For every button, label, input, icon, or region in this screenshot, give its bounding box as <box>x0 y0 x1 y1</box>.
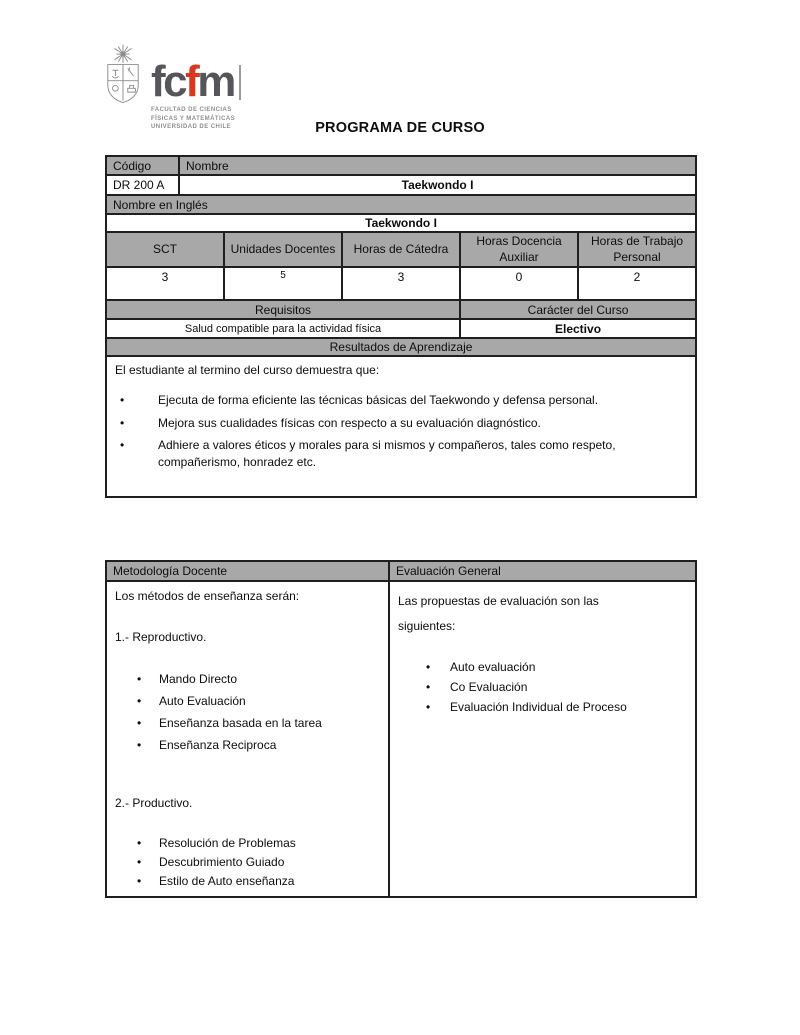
shield-icon <box>108 65 138 103</box>
horas-docencia-value-cell: 0 <box>460 267 578 300</box>
methodology-evaluation-table <box>105 560 697 898</box>
resultados-content-cell <box>106 356 696 497</box>
productivo-bullet-list <box>115 834 380 890</box>
bullet-text: • Estilo de Auto enseñanza <box>159 874 295 888</box>
table-row <box>106 156 696 175</box>
wordmark-fc: fc <box>151 57 186 106</box>
caption-line: FÍSICAS Y MATEMÁTICAS <box>151 115 236 122</box>
list-item <box>398 658 687 676</box>
caracter-header-cell: Carácter del Curso <box>460 300 696 319</box>
resultados-content-row <box>106 356 696 497</box>
logo-text-block <box>151 44 241 132</box>
reproductivo-bullet-list <box>115 670 380 754</box>
nombre-ingles-value-cell: Taekwondo I <box>106 214 696 232</box>
table-row <box>106 214 696 232</box>
evaluacion-header-cell: Evaluación General <box>389 561 696 581</box>
university-crest-icon <box>104 44 142 106</box>
fcfm-wordmark <box>151 57 241 106</box>
list-item <box>115 415 687 432</box>
wordmark-divider <box>239 65 241 100</box>
nombre-value-cell: Taekwondo I <box>179 175 696 195</box>
list-item <box>398 678 687 696</box>
list-item <box>115 437 687 472</box>
wordmark-m: m <box>197 57 234 106</box>
codigo-value-cell: DR 200 A <box>106 175 179 195</box>
unidades-docentes-header-cell: Unidades Docentes <box>224 232 342 267</box>
table-row <box>106 561 696 581</box>
table-row <box>106 319 696 338</box>
bullet-text: • Auto Evaluación <box>159 694 246 708</box>
evaluacion-content-cell <box>389 581 696 897</box>
bullet-text: • Co Evaluación <box>450 680 528 695</box>
list-item <box>115 692 380 710</box>
table-row <box>106 338 696 356</box>
bullet-text: • Enseñanza Reciproca <box>159 738 277 752</box>
bullet-text: • Evaluación Individual de Proceso <box>450 700 627 715</box>
bullet-text: • Enseñanza basada en la tarea <box>159 716 322 730</box>
table-row <box>106 175 696 195</box>
horas-catedra-header-cell: Horas de Cátedra <box>342 232 460 267</box>
hours-header-row <box>106 232 696 267</box>
bullet-text: • Adhiere a valores éticos y morales para si mismos y compañeros, tales como respeto, compañerismo, honradez etc. <box>158 437 616 470</box>
list-item <box>115 714 380 732</box>
resultados-intro: El estudiante al termino del curso demuestra que: <box>115 363 380 378</box>
resultados-header-cell: Resultados de Aprendizaje <box>106 338 696 356</box>
horas-trabajo-value-cell: 2 <box>578 267 696 300</box>
section-title-reproductivo: 1.- Reproductivo. <box>115 630 207 644</box>
caption-line: FACULTAD DE CIENCIAS <box>151 107 232 113</box>
list-item <box>115 736 380 754</box>
list-item <box>115 872 380 890</box>
table-row <box>106 300 696 319</box>
wordmark-f-red: f <box>185 57 198 106</box>
nombre-header-cell: Nombre <box>179 156 696 175</box>
table-row <box>106 581 696 897</box>
caption-line: UNIVERSIDAD DE CHILE <box>151 124 232 131</box>
bullet-text: • Mando Directo <box>159 672 238 686</box>
bullet-text: • Ejecuta de forma eficiente las técnicas básicas del Taekwondo y defensa personal. <box>158 393 599 408</box>
bullet-text: • Auto evaluación <box>450 660 536 675</box>
list-item <box>115 392 687 409</box>
metodologia-intro: Los métodos de enseñanza serán: <box>115 589 300 603</box>
list-item <box>115 834 380 852</box>
page-title: PROGRAMA DE CURSO <box>315 120 485 136</box>
sct-value-cell: 3 <box>106 267 224 300</box>
horas-trabajo-header-cell: Horas de Trabajo Personal <box>578 232 696 267</box>
bullet-text: • Mejora sus cualidades físicas con respecto a su evaluación diagnóstico. <box>158 415 541 430</box>
requisitos-header-cell: Requisitos <box>106 300 460 319</box>
fcfm-logo <box>104 44 241 132</box>
list-item <box>115 670 380 688</box>
list-item <box>398 698 687 716</box>
section-title-productivo: 2.- Productivo. <box>115 796 193 810</box>
horas-catedra-value-cell: 3 <box>342 267 460 300</box>
codigo-header-cell: Código <box>106 156 179 175</box>
course-info-table <box>105 155 697 498</box>
caracter-value-cell: Electivo <box>460 319 696 338</box>
requisitos-value-cell: Salud compatible para la actividad física <box>106 319 460 338</box>
horas-docencia-header-cell: Horas Docencia Auxiliar <box>460 232 578 267</box>
sct-header-cell: SCT <box>106 232 224 267</box>
evaluacion-bullet-list <box>398 658 687 716</box>
metodologia-header-cell: Metodología Docente <box>106 561 389 581</box>
hours-value-row <box>106 267 696 300</box>
nombre-ingles-header-cell: Nombre en Inglés <box>106 195 696 214</box>
unidades-docentes-value-cell: 5 <box>224 267 342 300</box>
bullet-text: • Descubrimiento Guiado <box>159 855 285 869</box>
table-row <box>106 195 696 214</box>
metodologia-content-cell <box>106 581 389 897</box>
list-item <box>115 853 380 871</box>
evaluacion-intro: Las propuestas de evaluación son las siguientes: <box>398 594 599 633</box>
starburst-icon <box>114 45 131 63</box>
bullet-text: • Resolución de Problemas <box>159 836 296 850</box>
resultados-bullet-list <box>115 392 687 472</box>
